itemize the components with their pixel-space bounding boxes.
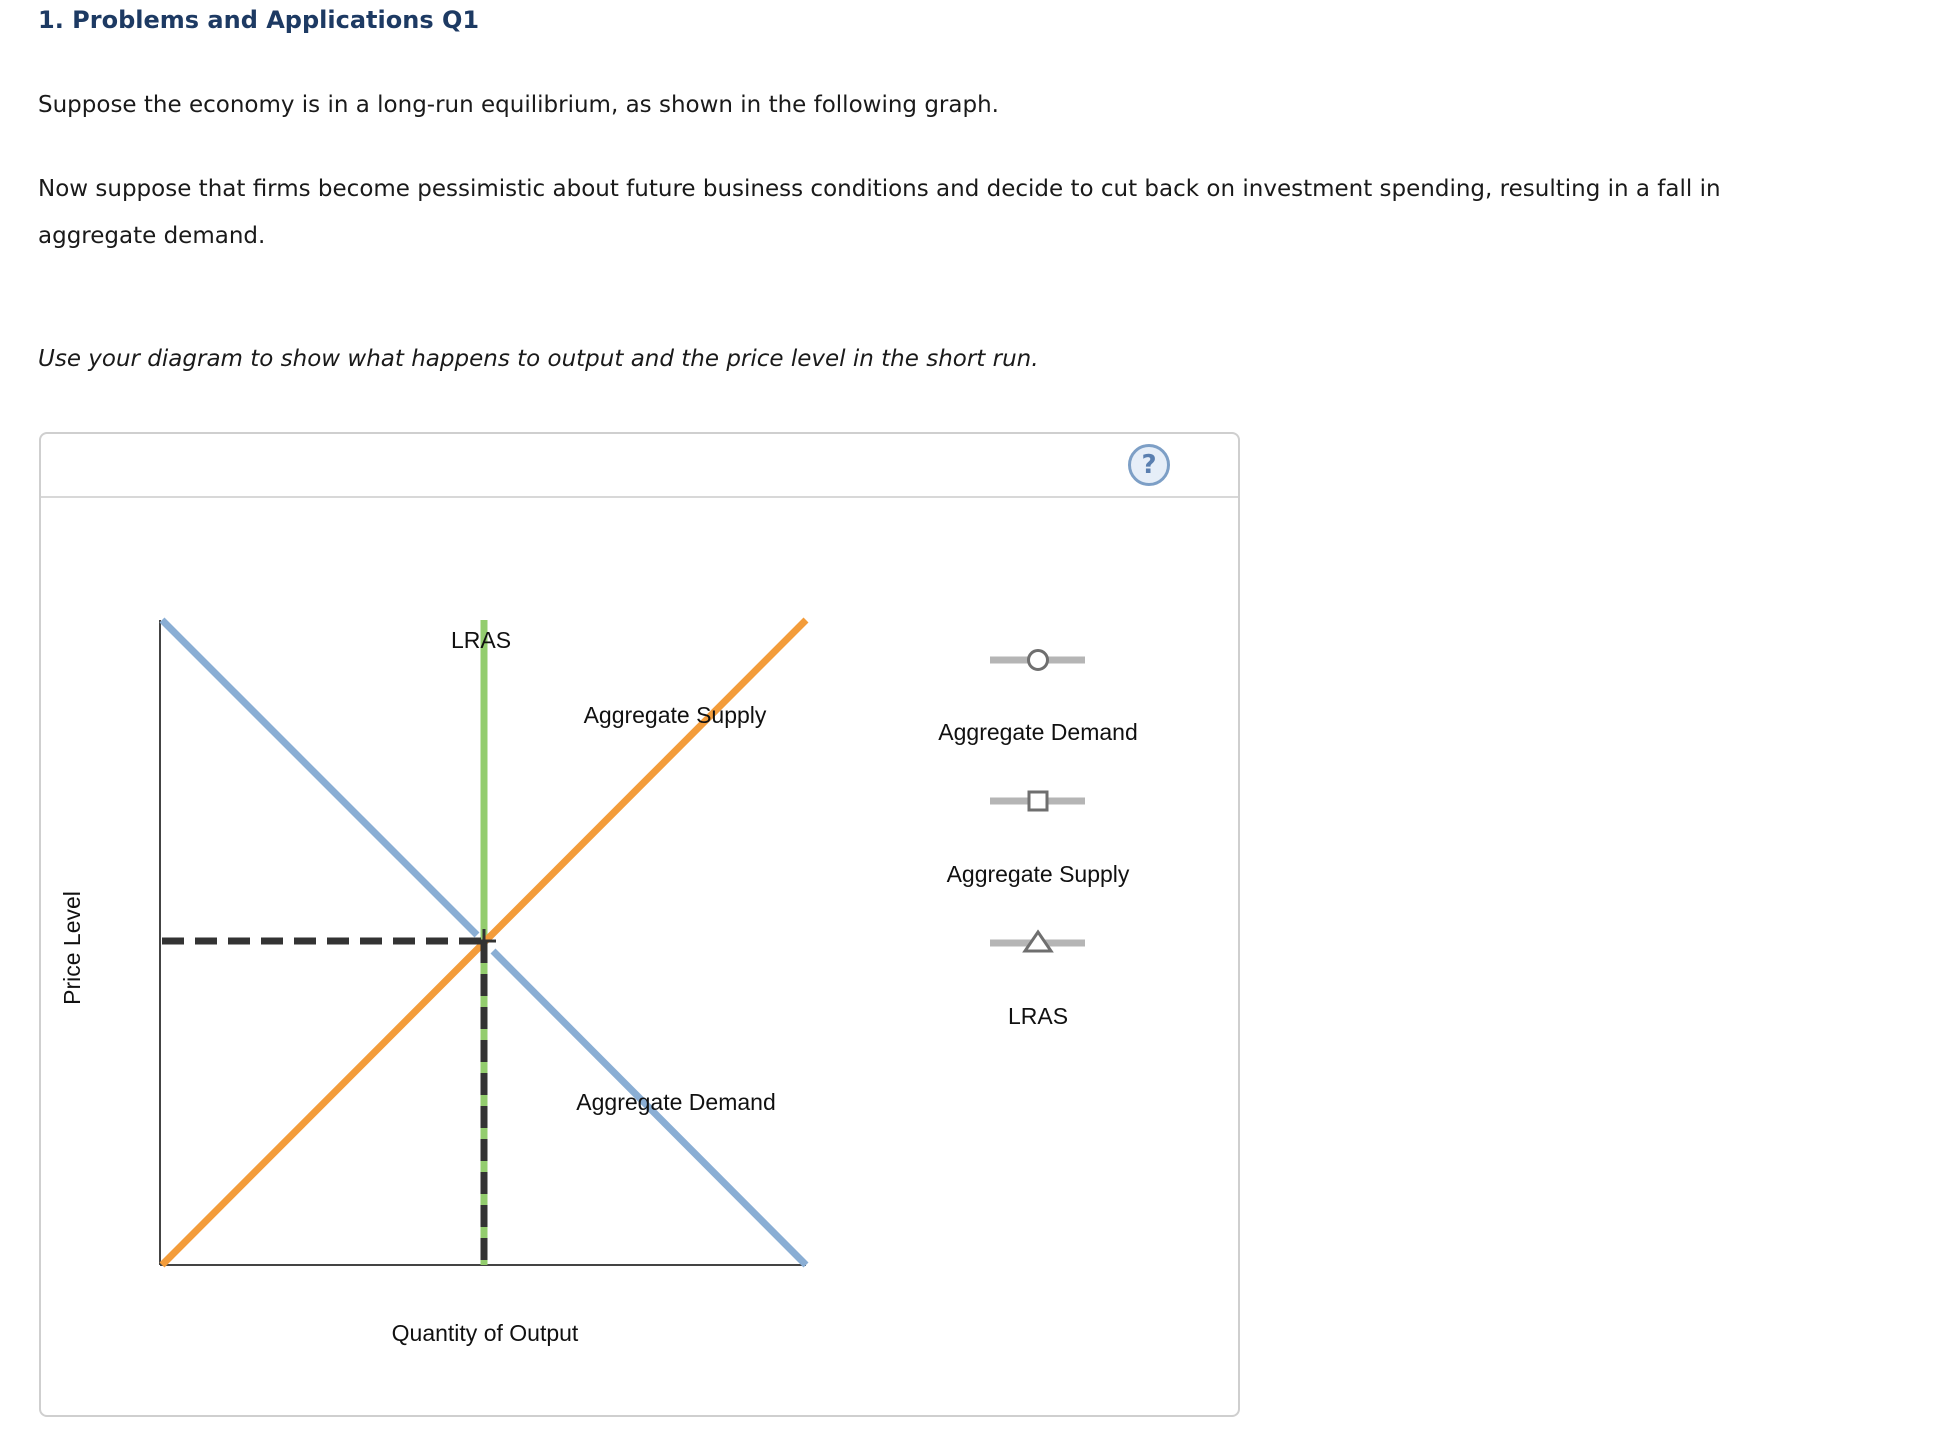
tool-lras-label: LRAS xyxy=(1007,1003,1069,1029)
tool-aggregate-supply-label: Aggregate Supply xyxy=(946,861,1130,887)
tool-lras[interactable] xyxy=(990,932,1085,951)
lras-label: LRAS xyxy=(450,627,512,653)
question-instruction: Use your diagram to show what happens to output and the price level in the short run. xyxy=(38,346,1039,372)
aggregate-demand-curve[interactable] xyxy=(162,620,477,935)
circle-icon xyxy=(1029,651,1048,670)
tool-aggregate-demand-label: Aggregate Demand xyxy=(938,719,1138,745)
y-axis-label: Price Level xyxy=(59,891,85,1005)
tool-aggregate-supply[interactable] xyxy=(990,792,1085,810)
question-mark-icon: ? xyxy=(1141,450,1157,480)
square-icon xyxy=(1029,792,1047,810)
aggregate-supply-label: Aggregate Supply xyxy=(583,702,767,728)
question-title: 1. Problems and Applications Q1 xyxy=(38,6,480,34)
aggregate-demand-label: Aggregate Demand xyxy=(576,1089,776,1115)
tool-aggregate-demand[interactable] xyxy=(990,651,1085,670)
x-axis-label: Quantity of Output xyxy=(391,1320,579,1346)
question-paragraph-1: Suppose the economy is in a long-run equilibrium, as shown in the following graph. xyxy=(38,92,999,118)
question-paragraph-2: Now suppose that firms become pessimistic about future business conditions and decide to cut back on investment spending, resulting in a fall in aggregate demand. xyxy=(38,176,1721,249)
